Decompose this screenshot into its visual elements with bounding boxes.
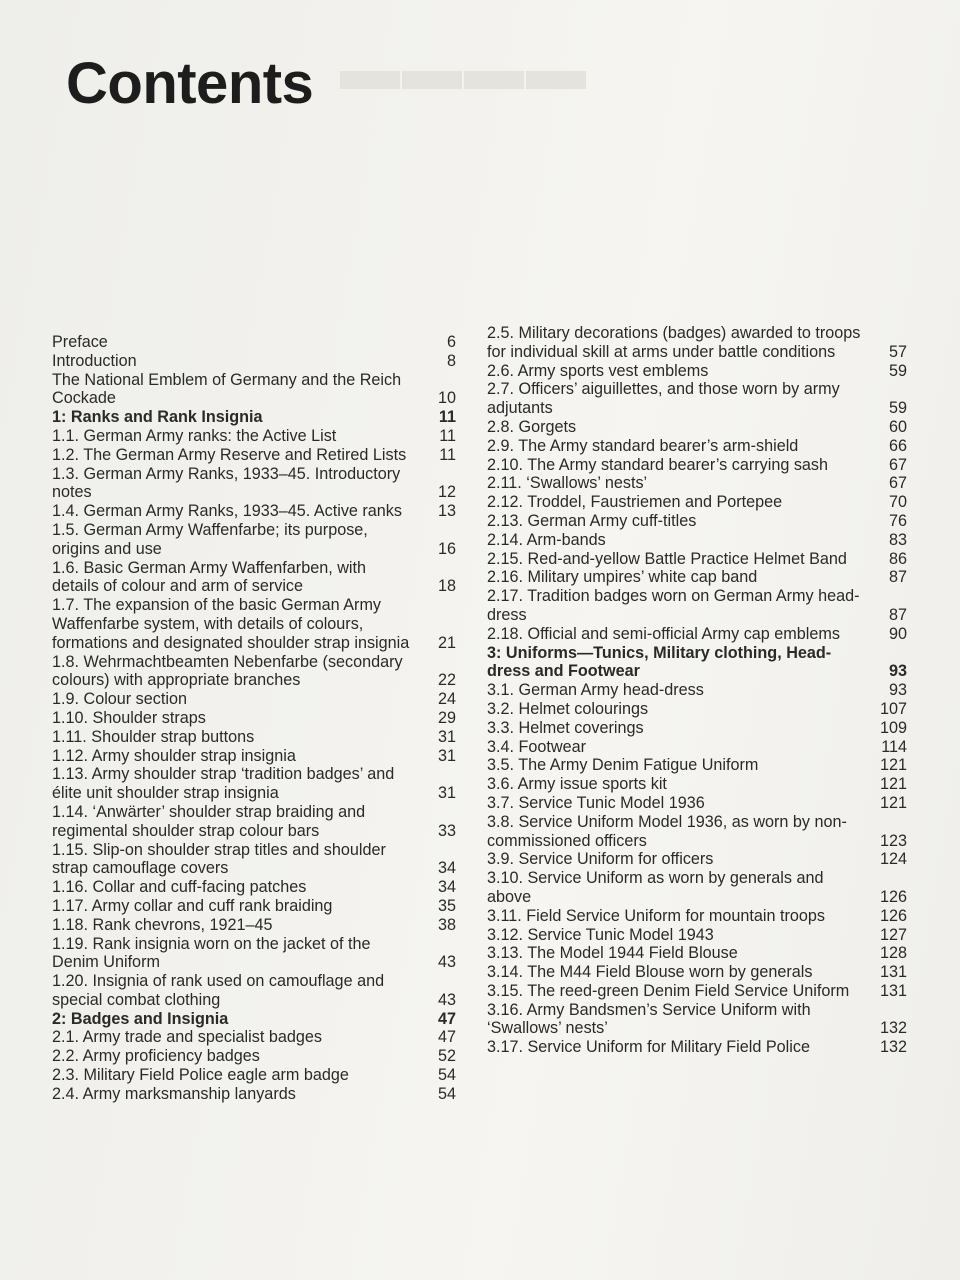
entry-title: 3.14. The M44 Field Blouse worn by generals: [487, 963, 813, 982]
entry-title: 1.6. Basic German Army Waffenfarben, with details of colour and arm of service: [52, 558, 366, 596]
entry-page-number: 123: [879, 831, 907, 850]
entry-title: 3.4. Footwear: [487, 737, 586, 756]
entry-page-number: 33: [437, 821, 456, 840]
entry-page-number: 121: [879, 775, 907, 794]
contents-entry: [487, 474, 907, 493]
entry-title: 1.15. Slip-on shoulder strap titles and shoulder strap camouflage covers: [52, 840, 386, 878]
page-title: Contents: [66, 51, 314, 116]
entry-title: 2.14. Arm-bands: [487, 530, 606, 549]
contents-entry: [52, 935, 456, 973]
entry-page-number: 21: [437, 633, 456, 652]
entry-page-number: 93: [888, 662, 907, 681]
entry-title: The National Emblem of Germany and the Reich Cockade: [52, 370, 402, 408]
contents-entry: [487, 380, 907, 418]
contents-entry: [487, 531, 907, 550]
entry-page-number: 6: [446, 333, 456, 351]
show-through-texture: [340, 30, 940, 320]
contents-entry: [487, 869, 907, 907]
entry-page-number: 16: [437, 539, 456, 558]
contents-entry: [52, 352, 456, 371]
contents-entry: [52, 709, 456, 728]
contents-entry: [487, 512, 907, 531]
entry-page-number: 31: [437, 727, 456, 746]
entry-title: 3.3. Helmet coverings: [487, 718, 644, 737]
entry-page-number: 43: [437, 953, 456, 972]
contents-entry: [52, 446, 456, 465]
contents-entry: [487, 493, 907, 512]
contents-entry: [487, 1001, 907, 1039]
entry-title: 1.9. Colour section: [52, 690, 187, 709]
entry-page-number: 107: [879, 699, 907, 718]
entry-title: 2.15. Red-and-yellow Battle Practice Helmet Band: [487, 549, 847, 568]
entry-page-number: 60: [888, 417, 907, 436]
entry-title: 1.20. Insignia of rank used on camouflage and special combat clothing: [52, 972, 385, 1009]
entry-title: 2.13. German Army cuff-titles: [487, 511, 697, 530]
entry-page-number: 11: [439, 445, 456, 464]
entry-page-number: 59: [888, 361, 907, 380]
entry-page-number: 67: [888, 455, 907, 474]
contents-entry: [487, 437, 907, 456]
entry-page-number: 29: [437, 708, 456, 727]
contents-entry: [52, 897, 456, 916]
entry-title: 2.6. Army sports vest emblems: [487, 361, 709, 380]
contents-entry: [52, 427, 456, 446]
contents-entry: [487, 681, 907, 700]
entry-title: 2.16. Military umpires’ white cap band: [487, 568, 758, 587]
contents-entry: [52, 596, 456, 652]
entry-page-number: 10: [437, 389, 456, 408]
entry-page-number: 93: [888, 681, 907, 700]
entry-title: 1.14. ‘Anwärter’ shoulder strap braiding and regimental shoulder strap colour bars: [52, 802, 366, 840]
entry-title: 2.8. Gorgets: [487, 417, 577, 436]
entry-page-number: 11: [438, 408, 456, 427]
entry-title: 2.17. Tradition badges worn on German Army head-dress: [487, 587, 860, 624]
entry-page-number: 132: [879, 1019, 907, 1038]
entry-page-number: 11: [439, 426, 456, 445]
contents-section-heading: [487, 644, 907, 682]
entry-page-number: 124: [879, 850, 907, 869]
contents-entry: [52, 333, 456, 352]
entry-title: 1.17. Army collar and cuff rank braiding: [52, 896, 333, 915]
entry-page-number: 127: [879, 925, 907, 944]
entry-page-number: 54: [437, 1066, 456, 1085]
contents-entry: [52, 653, 456, 691]
contents-entry: [52, 1047, 456, 1066]
contents-entry: [487, 963, 907, 982]
contents-entry: [52, 371, 456, 409]
entry-title: 3.17. Service Uniform for Military Field Police: [487, 1038, 810, 1057]
contents-entry: [487, 587, 907, 625]
entry-title: 1.13. Army shoulder strap ‘tradition badges’ and élite unit shoulder strap insignia: [52, 765, 395, 803]
entry-title: 1.7. The expansion of the basic German Army Waffenfarbe system, with details of colours, formations and designated shoulder strap insignia: [52, 596, 410, 652]
entry-title: 1.2. The German Army Reserve and Retired Lists: [52, 445, 407, 464]
contents-entry: [487, 568, 907, 587]
entry-page-number: 34: [437, 878, 456, 897]
entry-page-number: 121: [879, 793, 907, 812]
entry-title: 2.12. Troddel, Faustriemen and Portepee: [487, 493, 783, 512]
contents-entry: [487, 324, 907, 362]
entry-page-number: 131: [879, 981, 907, 1000]
entry-title: 1: Ranks and Rank Insignia: [52, 408, 263, 427]
entry-page-number: 87: [888, 568, 907, 587]
entry-title: 3.6. Army issue sports kit: [487, 775, 667, 794]
entry-page-number: 22: [437, 671, 456, 690]
contents-left-column: [52, 333, 456, 1104]
entry-title: 2.5. Military decorations (badges) awarded to troops for individual skill at arms under battle conditions: [487, 324, 861, 361]
entry-title: 3.13. The Model 1944 Field Blouse: [487, 944, 738, 963]
entry-title: 1.12. Army shoulder strap insignia: [52, 746, 296, 765]
entry-page-number: 57: [888, 342, 907, 361]
entry-page-number: 126: [879, 906, 907, 925]
entry-page-number: 114: [881, 737, 907, 756]
entry-title: 1.3. German Army Ranks, 1933–45. Introductory notes: [52, 464, 401, 502]
entry-title: 1.19. Rank insignia worn on the jacket of the Denim Uniform: [52, 934, 371, 972]
contents-entry: [52, 465, 456, 503]
contents-entry: [487, 775, 907, 794]
entry-title: 3.8. Service Uniform Model 1936, as worn by non-commissioned officers: [487, 812, 847, 850]
contents-entry: [487, 794, 907, 813]
contents-entry: [52, 803, 456, 841]
entry-title: 3.2. Helmet colourings: [487, 699, 649, 718]
entry-page-number: 43: [437, 990, 456, 1009]
entry-page-number: 35: [437, 896, 456, 915]
contents-entry: [52, 690, 456, 709]
entry-title: 3.5. The Army Denim Fatigue Uniform: [487, 756, 759, 775]
contents-entry: [487, 944, 907, 963]
entry-title: 1.5. German Army Waffenfarbe; its purpose, origins and use: [52, 520, 368, 558]
contents-entry: [487, 362, 907, 381]
entry-page-number: 87: [888, 605, 907, 624]
entry-title: 2.18. Official and semi-official Army cap emblems: [487, 624, 840, 643]
contents-entry: [487, 1038, 907, 1057]
entry-page-number: 121: [879, 756, 907, 775]
entry-page-number: 59: [888, 399, 907, 418]
contents-section-heading: [52, 1010, 456, 1029]
contents-entry: [52, 1085, 456, 1104]
contents-entry: [52, 728, 456, 747]
entry-page-number: 38: [437, 915, 456, 934]
entry-page-number: 18: [437, 577, 456, 596]
entry-title: 2.7. Officers’ aiguillettes, and those worn by army adjutants: [487, 380, 840, 418]
contents-entry: [487, 550, 907, 569]
entry-page-number: 70: [888, 493, 907, 512]
contents-entry: [52, 521, 456, 559]
entry-title: 2.1. Army trade and specialist badges: [52, 1028, 322, 1047]
entry-title: 3.10. Service Uniform as worn by generals and above: [487, 869, 824, 906]
entry-title: 3.15. The reed-green Denim Field Service Uniform: [487, 981, 850, 1000]
entry-page-number: 126: [879, 887, 907, 906]
entry-page-number: 31: [437, 746, 456, 765]
contents-entry: [487, 625, 907, 644]
contents-entry: [52, 559, 456, 597]
entry-page-number: 47: [437, 1028, 456, 1047]
contents-entry: [487, 738, 907, 757]
entry-page-number: 66: [888, 436, 907, 455]
entry-title: 3.7. Service Tunic Model 1936: [487, 793, 705, 812]
entry-title: 2.2. Army proficiency badges: [52, 1047, 260, 1066]
entry-page-number: 90: [888, 624, 907, 643]
entry-page-number: 24: [437, 690, 456, 709]
entry-page-number: 12: [437, 483, 456, 502]
entry-page-number: 34: [437, 859, 456, 878]
contents-entry: [487, 719, 907, 738]
entry-page-number: 67: [888, 474, 907, 493]
entry-title: 1.10. Shoulder straps: [52, 708, 206, 727]
entry-title: 1.1. German Army ranks: the Active List: [52, 426, 337, 445]
entry-title: 2: Badges and Insignia: [52, 1009, 229, 1028]
contents-entry: [52, 1066, 456, 1085]
entry-page-number: 52: [437, 1047, 456, 1066]
entry-page-number: 128: [879, 944, 907, 963]
entry-page-number: 8: [446, 351, 456, 370]
contents-section-heading: [52, 408, 456, 427]
entry-title: 2.9. The Army standard bearer’s arm-shield: [487, 436, 799, 455]
entry-title: 1.16. Collar and cuff-facing patches: [52, 878, 307, 897]
entry-title: 2.10. The Army standard bearer’s carrying sash: [487, 455, 829, 474]
entry-title: 3.16. Army Bandsmen’s Service Uniform with ‘Swallows’ nests’: [487, 1000, 811, 1038]
entry-page-number: 131: [879, 963, 907, 982]
contents-entry: [52, 1028, 456, 1047]
entry-title: 1.11. Shoulder strap buttons: [52, 727, 255, 746]
contents-entry: [487, 982, 907, 1001]
entry-title: 3.1. German Army head-dress: [487, 681, 704, 700]
entry-page-number: 86: [888, 549, 907, 568]
contents-entry: [52, 916, 456, 935]
contents-entry: [487, 456, 907, 475]
entry-title: 3.11. Field Service Uniform for mountain troops: [487, 906, 825, 925]
entry-title: 3.9. Service Uniform for officers: [487, 850, 714, 869]
contents-entry: [52, 765, 456, 803]
entry-title: 2.4. Army marksmanship lanyards: [52, 1084, 296, 1103]
contents-entry: [487, 756, 907, 775]
entry-title: 3: Uniforms—Tunics, Military clothing, Head-dress and Footwear: [487, 643, 832, 681]
contents-entry: [52, 841, 456, 879]
entry-title: Introduction: [52, 351, 137, 370]
contents-entry: [487, 700, 907, 719]
entry-title: 2.11. ‘Swallows’ nests’: [487, 474, 648, 493]
show-through-heading: ▬▬▬▬: [340, 35, 588, 102]
entry-page-number: 76: [888, 511, 907, 530]
entry-page-number: 13: [437, 502, 456, 521]
entry-page-number: 132: [879, 1038, 907, 1057]
contents-entry: [487, 418, 907, 437]
contents-entry: [487, 813, 907, 851]
entry-title: 3.12. Service Tunic Model 1943: [487, 925, 714, 944]
contents-entry: [487, 907, 907, 926]
contents-entry: [487, 926, 907, 945]
entry-title: 1.8. Wehrmachtbeamten Nebenfarbe (secondary colours) with appropriate branches: [52, 652, 403, 690]
contents-right-column: [487, 324, 907, 1057]
entry-page-number: 109: [879, 718, 907, 737]
contents-entry: [52, 502, 456, 521]
entry-title: 2.3. Military Field Police eagle arm badge: [52, 1066, 349, 1085]
entry-page-number: 47: [437, 1009, 456, 1028]
entry-page-number: 31: [437, 784, 456, 803]
contents-entry: [52, 747, 456, 766]
entry-title: 1.4. German Army Ranks, 1933–45. Active ranks: [52, 502, 402, 521]
contents-entry: [487, 850, 907, 869]
entry-page-number: 83: [888, 530, 907, 549]
entry-page-number: 54: [437, 1084, 456, 1103]
entry-title: Preface: [52, 333, 108, 351]
contents-entry: [52, 972, 456, 1010]
contents-entry: [52, 878, 456, 897]
entry-title: 1.18. Rank chevrons, 1921–45: [52, 915, 273, 934]
